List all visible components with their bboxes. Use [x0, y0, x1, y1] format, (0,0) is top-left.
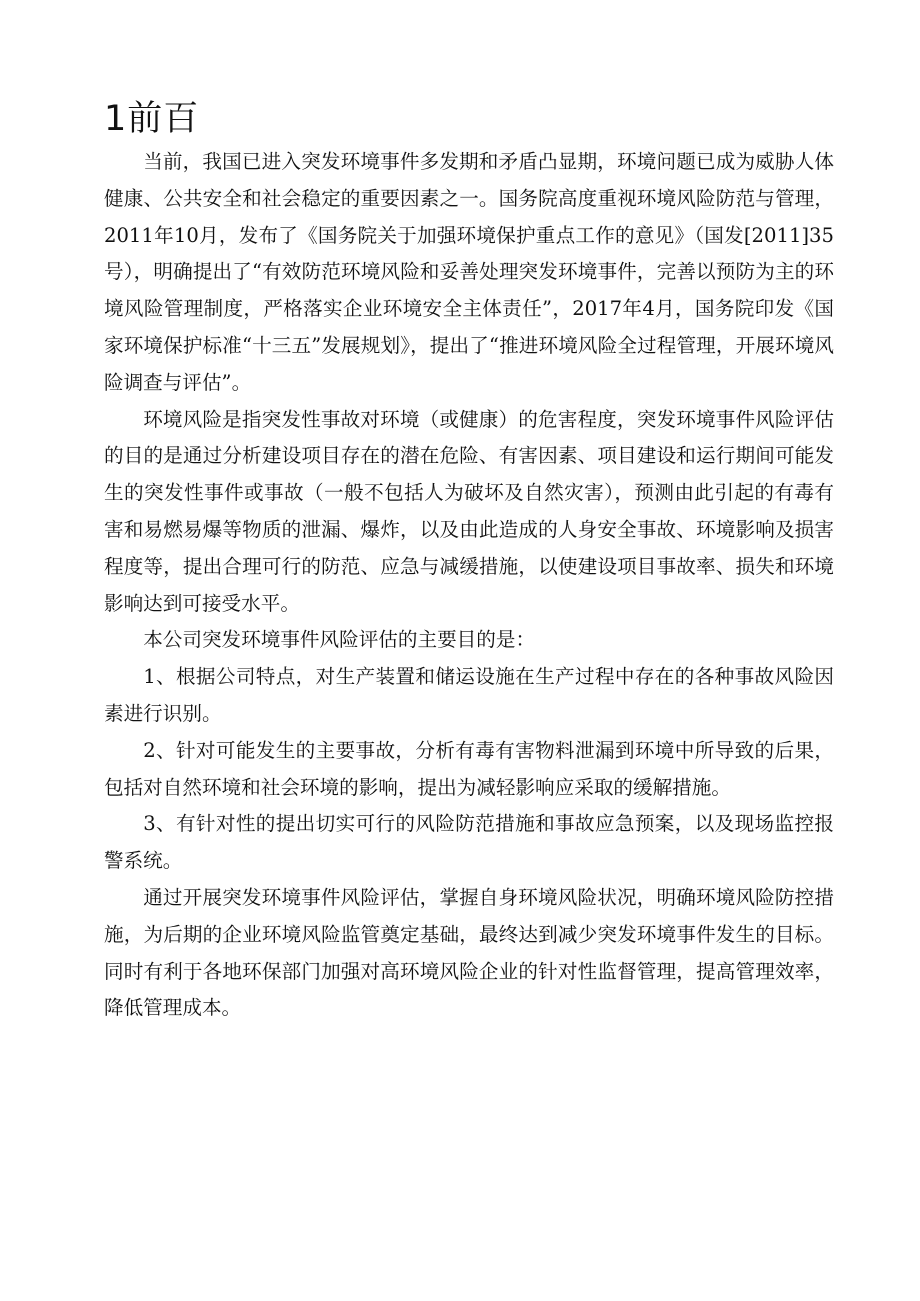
- section-heading: 1前百: [104, 99, 200, 139]
- body-text: [104, 144, 834, 1027]
- paragraph-purpose-item-2: 2、针对可能发生的主要事故，分析有毒有害物料泄漏到环境中所导致的后果，包括对自然环境和社会环境的影响，提出为减轻影响应采取的缓解措施。: [104, 738, 834, 799]
- paragraph-purpose-item-1: 1、根据公司特点，对生产装置和储运设施在生产过程中存在的各种事故风险因素进行识别。: [104, 665, 834, 725]
- paragraph-purpose-item-3: 3、有针对性的提出切实可行的风险防范措施和事故应急预案，以及现场监控报警系统。: [104, 812, 834, 873]
- paragraph-risk-definition: 环境风险是指突发性事故对环境（或健康）的危害程度，突发环境事件风险评估的目的是通过分析建设项目存在的潜在危险、有害因素、项目建设和运行期间可能发生的突发性事件或事故（一般不包括人为破坏及自然灾害），预测由此引起的有毒有害和易燃易爆等物质的泄漏、爆炸，以及由此造成的人身安全事故、环境影响及损害程度等，提出合理可行的防范、应急与减缓措施，以使建设项目事故率、损失和环境影响达到可接受水平。: [104, 407, 834, 615]
- paragraph-purpose-lead: 本公司突发环境事件风险评估的主要目的是：: [143, 628, 536, 652]
- paragraph-intro: 当前，我国已进入突发环境事件多发期和矛盾凸显期，环境问题已成为威胁人体健康、公共安全和社会稳定的重要因素之一。国务院高度重视环境风险防范与管理，2011年10月，发布了《国务院关于加强环境保护重点工作的意见》（国发[2011]35号），明确提出了“有效防范环境风险和妥善处理突发环境事件，完善以预防为主的环境风险管理制度，严格落实企业环境安全主体责任”，2017年4月，国务院印发《国家环境保护标准“十三五”发展规划》，提出了“推进环境风险全过程管理，开展环境风险调查与评估”。: [104, 150, 834, 394]
- paragraph-conclusion: 通过开展突发环境事件风险评估，掌握自身环境风险状况，明确环境风险防控措施，为后期的企业环境风险监管奠定基础，最终达到减少突发环境事件发生的目标。同时有利于各地环保部门加强对高环境风险企业的针对性监督管理，提高管理效率，降低管理成本。: [104, 885, 834, 1020]
